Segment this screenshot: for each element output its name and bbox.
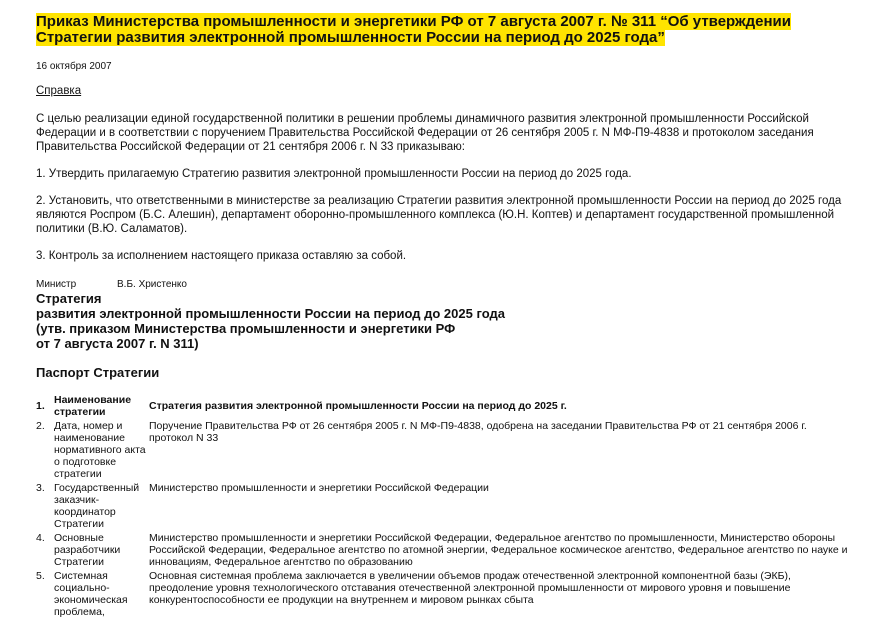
- order-item-1: 1. Утвердить прилагаемую Стратегию развития электронной промышленности России на период до 2025 года.: [36, 168, 632, 180]
- passport-title: Паспорт Стратегии: [36, 365, 160, 380]
- signature-block: [36, 279, 848, 291]
- strategy-heading-line: от 7 августа 2007 г. N 311): [36, 336, 199, 351]
- row-name: Наименование стратегии: [54, 394, 132, 418]
- strategy-heading-line: Стратегия: [36, 291, 102, 306]
- row-value: Министерство промышленности и энергетики Российской Федерации: [149, 482, 489, 494]
- table-row: [36, 570, 848, 620]
- page-title: [36, 14, 848, 46]
- preamble-paragraph: С целью реализации единой государственной политики в решении проблемы динамичного развития электронной промышленности Российской Федерации и в соответствии с поручением Правительства Российской Федерации от 26 сентября 2005 г. N МФ-П9-4838 и протоколом заседания Правительства Российской Федерации от 21 сентября 2006 г. N 33 приказываю:: [36, 113, 814, 153]
- strategy-heading: [36, 291, 848, 351]
- row-number: 1.: [36, 400, 45, 412]
- document: [36, 0, 848, 620]
- row-value: Основная системная проблема заключается в увеличении объемов продаж отечественной электронной компонентной базы (ЭКБ), преодоление уровня технологического отставания отечественной электронной промышленности от мирового уровня и повышение конкурентоспособности ее продукции на внутреннем и мировом рынках сбыта: [149, 570, 791, 606]
- row-number: 4.: [36, 532, 45, 544]
- signature-role: Министр: [36, 279, 77, 290]
- order-item-3: 3. Контроль за исполнением настоящего приказа оставляю за собой.: [36, 250, 407, 262]
- row-number: 2.: [36, 420, 45, 432]
- row-name: Основные разработчики Стратегии: [54, 532, 121, 568]
- row-name: Дата, номер и наименование нормативного акта о подготовке стратегии: [54, 420, 146, 480]
- passport-table: [36, 394, 848, 620]
- row-number: 5.: [36, 570, 45, 582]
- row-value: Стратегия развития электронной промышленности России на период до 2025 г.: [149, 400, 567, 412]
- row-name: Системная социально-экономическая проблема,: [54, 570, 128, 618]
- row-name: Государственный заказчик-координатор Стратегии: [54, 482, 140, 530]
- table-row: [36, 394, 848, 420]
- row-value: Поручение Правительства РФ от 26 сентября 2005 г. N МФ-П9-4838, одобрена на заседании Правительства РФ от 21 сентября 2006 г. протокол N 33: [149, 420, 807, 444]
- row-value: Министерство промышленности и энергетики Российской Федерации, Федеральное агентство по промышленности, Министерство обороны Российской Федерации, Федеральное агентство по атомной энергии, Федеральное космическое агентство, Федеральное агентство по науке и инновациям, Федеральное агентство по образованию: [149, 532, 848, 568]
- table-row: [36, 420, 848, 482]
- row-number: 3.: [36, 482, 45, 494]
- strategy-heading-line: (утв. приказом Министерства промышленности и энергетики РФ: [36, 321, 456, 336]
- highlighted-title: Приказ Министерства промышленности и энергетики РФ от 7 августа 2007 г. № 311 “Об утверждении Стратегии развития электронной промышленности России на период до 2025 года”: [36, 13, 792, 46]
- strategy-heading-line: развития электронной промышленности России на период до 2025 года: [36, 306, 505, 321]
- reference-link[interactable]: Справка: [36, 85, 82, 97]
- order-item-2: 2. Установить, что ответственными в министерстве за реализацию Стратегии развития электронной промышленности России на период до 2025 года являются Роспром (Б.С. Алешин), департамент оборонно-промышленного комплекса (Ю.Н. Коптев) и департамент государственной промышленной политики (В.Ю. Саламатов).: [36, 195, 842, 235]
- signature-name: В.Б. Христенко: [117, 279, 187, 290]
- table-row: [36, 482, 848, 532]
- table-row: [36, 532, 848, 570]
- publication-date: 16 октября 2007: [36, 61, 112, 72]
